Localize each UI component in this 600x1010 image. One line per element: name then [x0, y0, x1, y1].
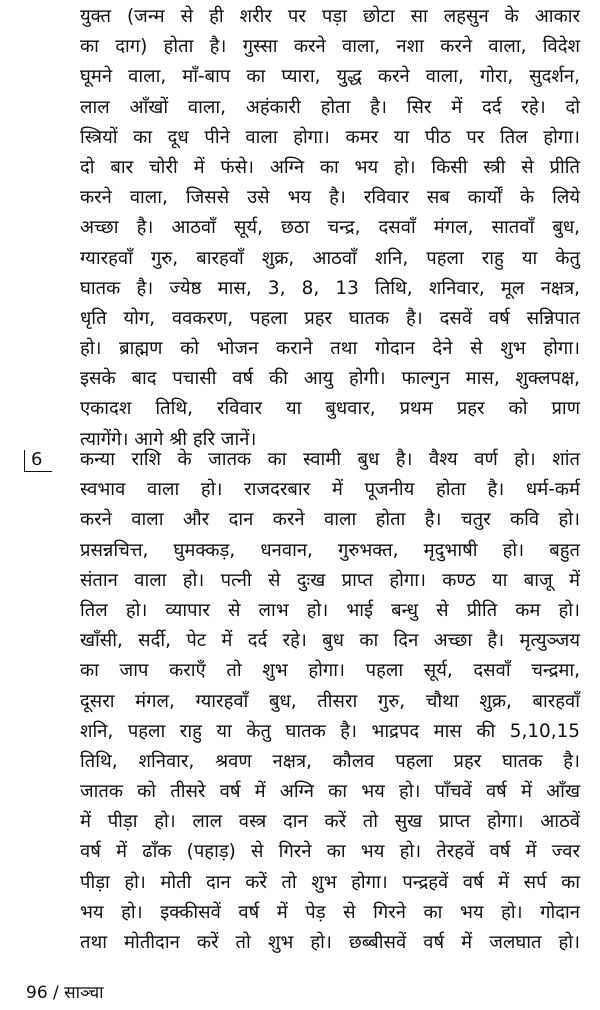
text-line: खाँसी, सर्दी, पेट में दर्द रहे। बुध का दिन अच्छा है। मृत्युञ्जय: [80, 630, 580, 652]
section-number: 6: [24, 450, 52, 472]
text-line: स्त्रियों का दूध पीने वाला होगा। कमर या पीठ पर तिल होगा।: [80, 126, 580, 148]
text-line: का जाप कराएँ तो शुभ होगा। पहला सूर्य, दसवाँ चन्द्रमा,: [80, 660, 580, 682]
text-line: तिथि, शनिवार, श्रवण नक्षत्र, कौलव पहला प्रहर घातक है।: [80, 750, 580, 772]
text-line: का दाग) होता है। गुस्सा करने वाला, नशा करने वाला, विदेश: [80, 36, 580, 58]
text-line: अच्छा है। आठवाँ सूर्य, छठा चन्द्र, दसवाँ मंगल, सातवाँ बुध,: [80, 217, 580, 239]
text-line: भय हो। इक्कीसवें वर्ष में पेड़ से गिरने का भय हो। गोदान: [80, 901, 580, 923]
text-line: हो। ब्राह्मण को भोजन कराने तथा गोदान देने से शुभ होगा।: [80, 338, 580, 360]
text-line: लाल आँखों वाला, अहंकारी होता है। सिर में दर्द रहे। दो: [80, 96, 580, 118]
text-line: दो बार चोरी में फंसे। अग्नि का भय हो। किसी स्त्री से प्रीति: [80, 156, 580, 178]
text-line: तथा मोतीदान करें तो शुभ हो। छब्बीसवें वर्ष में जलघात हो।: [80, 932, 580, 953]
text-line: कन्या राशि के जातक का स्वामी बुध है। वैश्य वर्ण हो। शांत: [80, 449, 580, 470]
page-footer: 96 / साञ्चा: [26, 983, 104, 1003]
text-line: दूसरा मंगल, ग्यारहवाँ बुध, तीसरा गुरु, चौथा शुक्र, बारहवाँ: [80, 690, 580, 712]
text-line: धृति योग, ववकरण, पहला प्रहर घातक है। दसवें वर्ष सन्निपात: [80, 307, 580, 329]
text-line: एकादश तिथि, रविवार या बुधवार, प्रथम प्रहर को प्राण: [80, 398, 580, 420]
text-line: प्रसन्नचित्त, घुमक्कड़, धनवान, गुरुभक्त, मृदुभाषी हो। बहुत: [80, 539, 580, 561]
text-line: वर्ष में ढाँक (पहाड़) से गिरने का भय हो। तेरहवें वर्ष में ज्वर: [80, 841, 580, 863]
text-line: जातक को तीसरे वर्ष में अग्नि का भय हो। पाँचवें वर्ष में आँख: [80, 781, 580, 803]
text-line: स्वभाव वाला हो। राजदरबार में पूजनीय होता है। धर्म-कर्म: [80, 479, 580, 501]
text-line: में पीड़ा हो। लाल वस्त्र दान करें तो सुख प्राप्त होगा। आठवें: [80, 811, 580, 833]
text-line: करने वाला और दान करने वाला होता है। चतुर कवि हो।: [80, 509, 580, 531]
text-line: तिल हो। व्यापार से लाभ हो। भाई बन्धु से प्रीति कम हो।: [80, 599, 580, 621]
paragraph-2: [80, 445, 580, 958]
text-line: ग्यारहवाँ गुरु, बारहवाँ शुक्र, आठवाँ शनि, पहला राहु या केतु: [80, 247, 580, 269]
paragraph-1: [80, 2, 580, 455]
text-line: पीड़ा हो। मोती दान करें तो शुभ होगा। पन्द्रहवें वर्ष में सर्प का: [80, 871, 580, 893]
text-line: त्यागेंगे। आगे श्री हरि जानें।: [80, 428, 257, 450]
text-line: घूमने वाला, माँ-बाप का प्यारा, युद्ध करने वाला, गोरा, सुदर्शन,: [80, 66, 580, 88]
text-line: इसके बाद पचासी वर्ष की आयु होगी। फाल्गुन मास, शुक्लपक्ष,: [80, 368, 580, 390]
text-line: शनि, पहला राहु या केतु घातक है। भाद्रपद मास की 5,10,15: [80, 720, 580, 742]
text-line: संतान वाला हो। पत्नी से दुःख प्राप्त होगा। कण्ठ या बाजू में: [80, 569, 580, 591]
text-line: घातक है। ज्येष्ठ मास, 3, 8, 13 तिथि, शनिवार, मूल नक्षत्र,: [80, 277, 580, 299]
text-line: करने वाला, जिससे उसे भय है। रविवार सब कार्यों के लिये: [80, 187, 580, 209]
text-line: युक्त (जन्म से ही शरीर पर पड़ा छोटा सा लहसुन के आकार: [80, 6, 580, 27]
